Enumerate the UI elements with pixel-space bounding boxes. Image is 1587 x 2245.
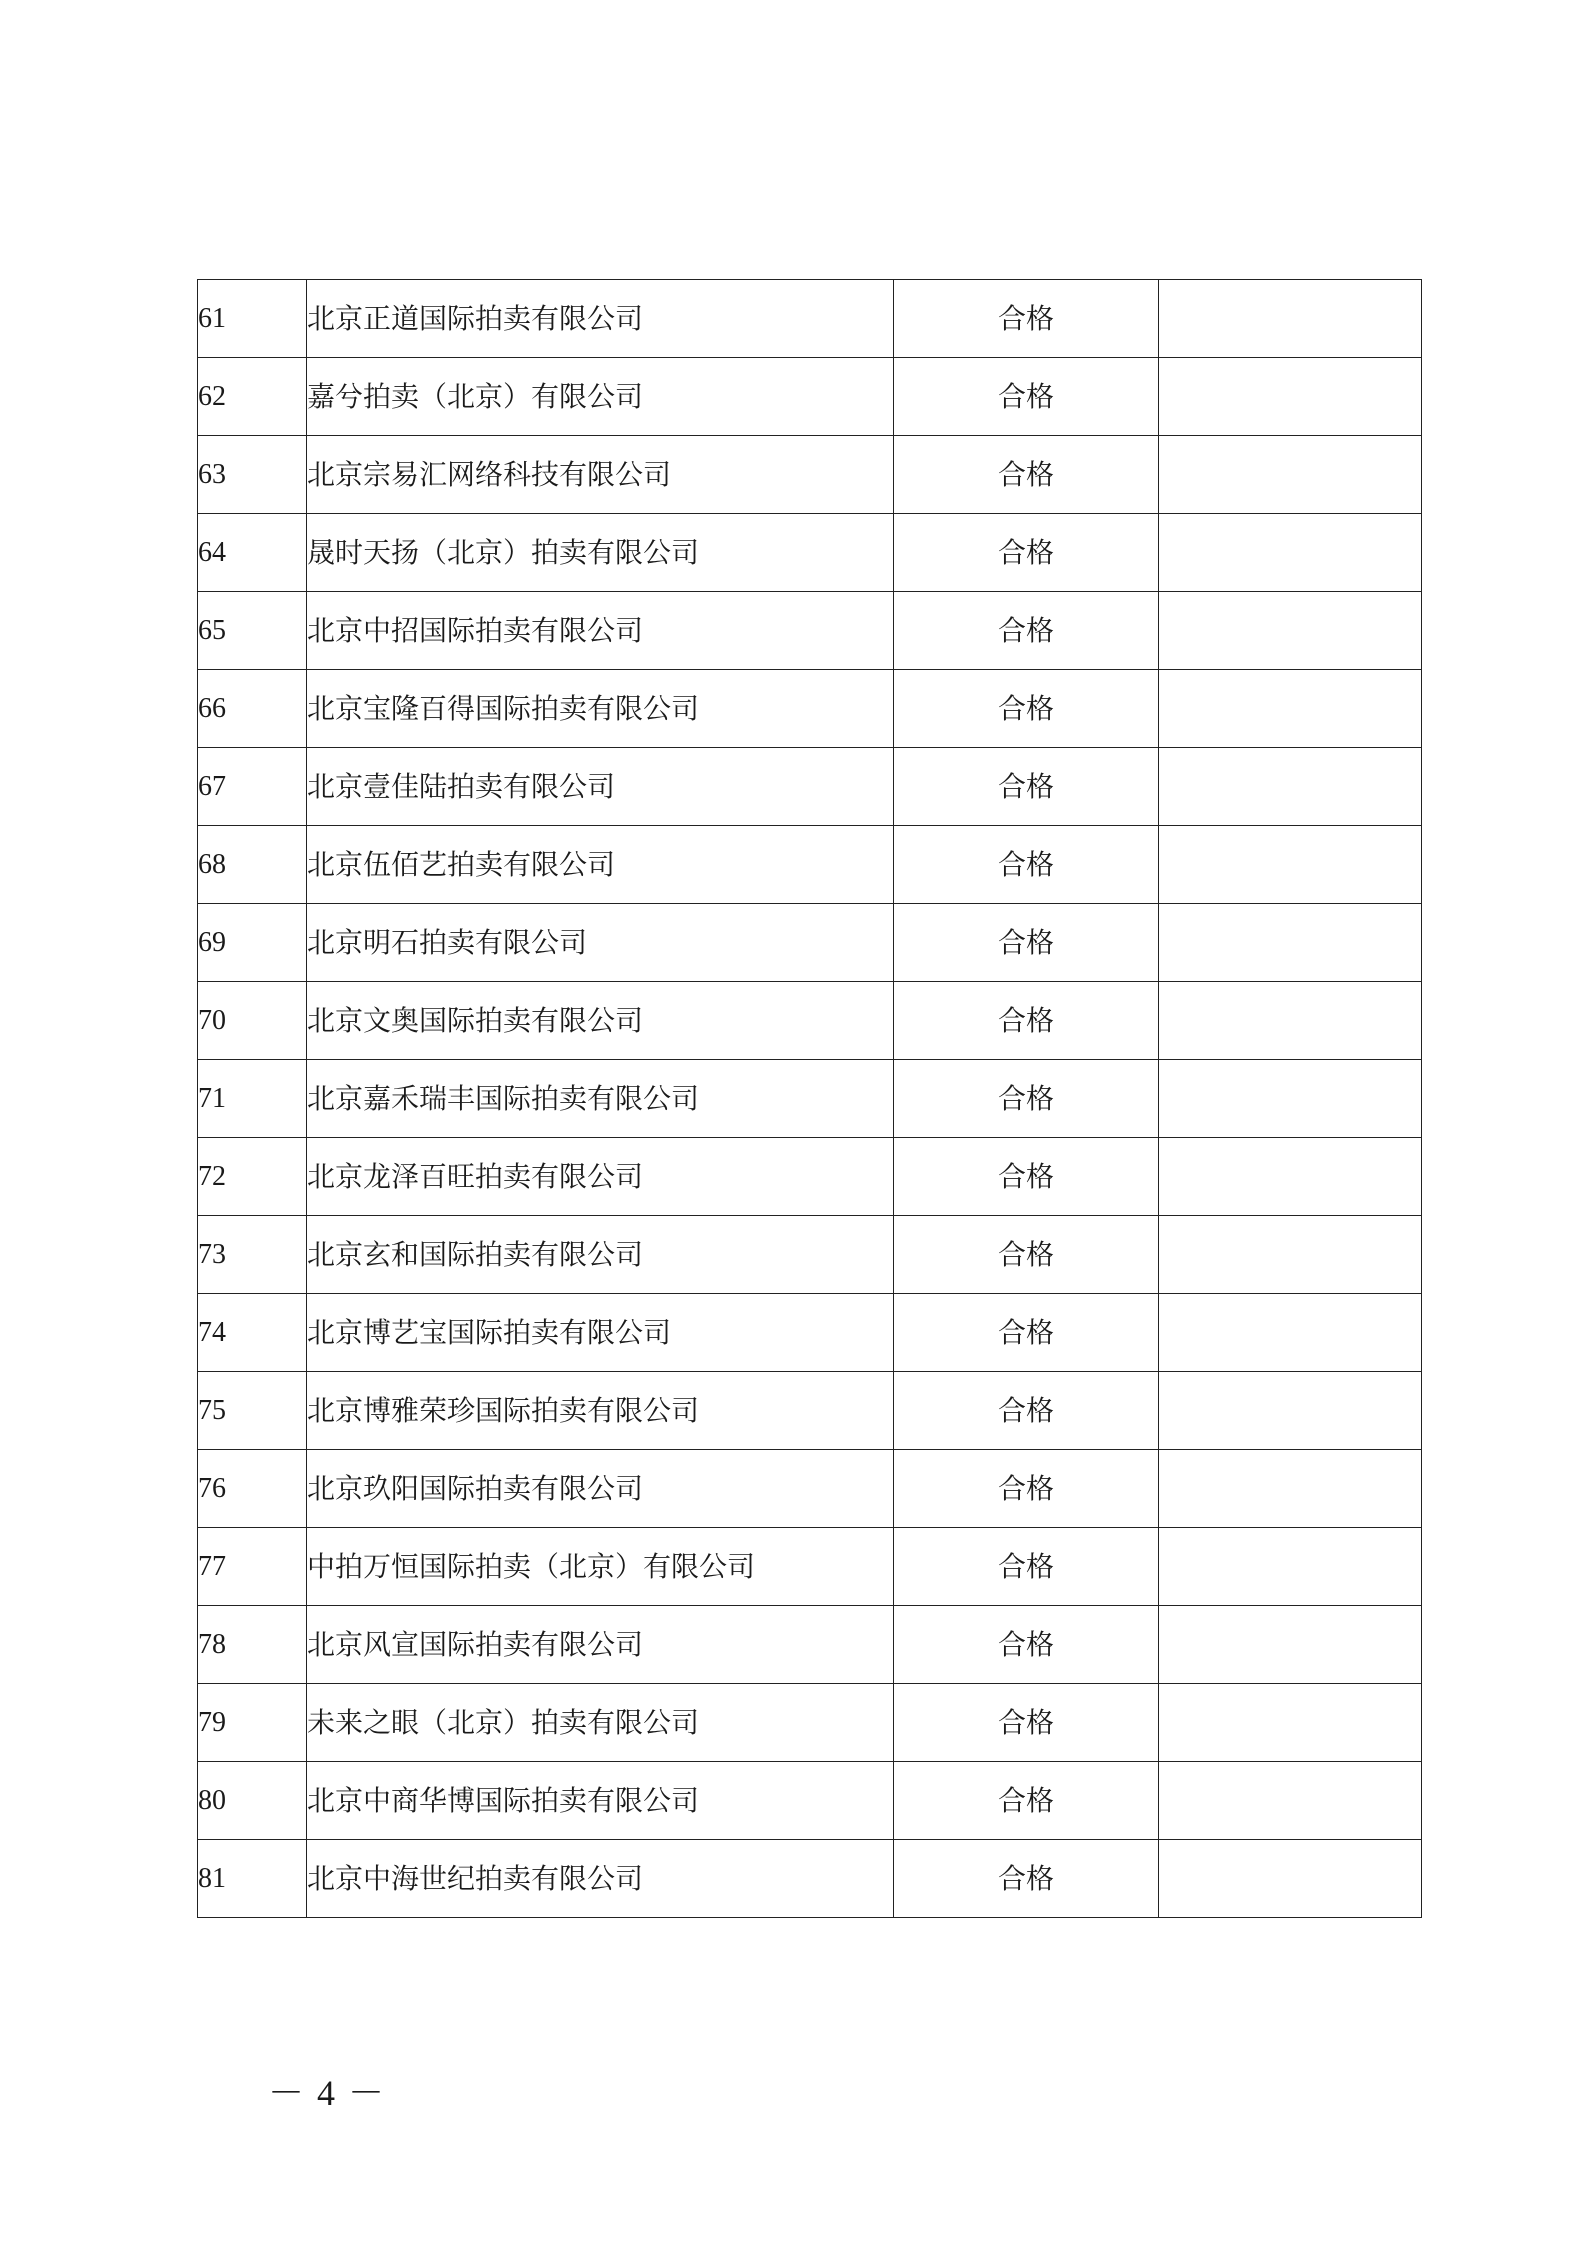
company-name: 北京玖阳国际拍卖有限公司	[307, 1450, 894, 1528]
table-row	[198, 514, 1422, 592]
table-row	[198, 904, 1422, 982]
remark-cell	[1159, 358, 1422, 436]
company-name: 北京伍佰艺拍卖有限公司	[307, 826, 894, 904]
company-name: 北京正道国际拍卖有限公司	[307, 280, 894, 358]
inspection-result: 合格	[894, 1606, 1159, 1684]
table-row	[198, 1372, 1422, 1450]
inspection-result: 合格	[894, 436, 1159, 514]
remark-cell	[1159, 826, 1422, 904]
remark-cell	[1159, 1528, 1422, 1606]
row-number: 78	[198, 1606, 307, 1684]
company-name: 中拍万恒国际拍卖（北京）有限公司	[307, 1528, 894, 1606]
inspection-result: 合格	[894, 1372, 1159, 1450]
inspection-result: 合格	[894, 748, 1159, 826]
remark-cell	[1159, 1216, 1422, 1294]
company-name: 北京风宣国际拍卖有限公司	[307, 1606, 894, 1684]
inspection-result: 合格	[894, 904, 1159, 982]
company-name: 北京中商华博国际拍卖有限公司	[307, 1762, 894, 1840]
table-row	[198, 1762, 1422, 1840]
row-number: 65	[198, 592, 307, 670]
row-number: 61	[198, 280, 307, 358]
inspection-result: 合格	[894, 1060, 1159, 1138]
table-row	[198, 748, 1422, 826]
company-name: 晟时天扬（北京）拍卖有限公司	[307, 514, 894, 592]
table-row	[198, 436, 1422, 514]
company-results-table	[197, 279, 1422, 1918]
remark-cell	[1159, 1450, 1422, 1528]
table-row	[198, 982, 1422, 1060]
table-row	[198, 1528, 1422, 1606]
table-row	[198, 1138, 1422, 1216]
row-number: 64	[198, 514, 307, 592]
row-number: 79	[198, 1684, 307, 1762]
row-number: 72	[198, 1138, 307, 1216]
row-number: 73	[198, 1216, 307, 1294]
inspection-result: 合格	[894, 1684, 1159, 1762]
table-row	[198, 1450, 1422, 1528]
inspection-result: 合格	[894, 1138, 1159, 1216]
inspection-result: 合格	[894, 1840, 1159, 1918]
company-name: 北京明石拍卖有限公司	[307, 904, 894, 982]
table-row	[198, 592, 1422, 670]
remark-cell	[1159, 1060, 1422, 1138]
company-name: 北京博艺宝国际拍卖有限公司	[307, 1294, 894, 1372]
company-name: 北京文奥国际拍卖有限公司	[307, 982, 894, 1060]
remark-cell	[1159, 436, 1422, 514]
table-row	[198, 1294, 1422, 1372]
remark-cell	[1159, 1684, 1422, 1762]
company-name: 北京龙泽百旺拍卖有限公司	[307, 1138, 894, 1216]
table-row	[198, 670, 1422, 748]
table-row	[198, 1606, 1422, 1684]
table-row	[198, 1840, 1422, 1918]
table-row	[198, 1684, 1422, 1762]
table-row	[198, 280, 1422, 358]
row-number: 69	[198, 904, 307, 982]
row-number: 63	[198, 436, 307, 514]
row-number: 76	[198, 1450, 307, 1528]
company-name: 嘉兮拍卖（北京）有限公司	[307, 358, 894, 436]
table-row	[198, 358, 1422, 436]
row-number: 80	[198, 1762, 307, 1840]
company-name: 北京玄和国际拍卖有限公司	[307, 1216, 894, 1294]
remark-cell	[1159, 1840, 1422, 1918]
inspection-result: 合格	[894, 1216, 1159, 1294]
remark-cell	[1159, 592, 1422, 670]
inspection-result: 合格	[894, 1294, 1159, 1372]
row-number: 77	[198, 1528, 307, 1606]
table-row	[198, 826, 1422, 904]
inspection-result: 合格	[894, 982, 1159, 1060]
company-name: 北京嘉禾瑞丰国际拍卖有限公司	[307, 1060, 894, 1138]
row-number: 74	[198, 1294, 307, 1372]
remark-cell	[1159, 748, 1422, 826]
inspection-result: 合格	[894, 358, 1159, 436]
inspection-result: 合格	[894, 1450, 1159, 1528]
inspection-result: 合格	[894, 592, 1159, 670]
company-name: 北京中海世纪拍卖有限公司	[307, 1840, 894, 1918]
inspection-result: 合格	[894, 1762, 1159, 1840]
table-row	[198, 1216, 1422, 1294]
remark-cell	[1159, 1294, 1422, 1372]
remark-cell	[1159, 670, 1422, 748]
inspection-result: 合格	[894, 514, 1159, 592]
row-number: 70	[198, 982, 307, 1060]
row-number: 75	[198, 1372, 307, 1450]
remark-cell	[1159, 982, 1422, 1060]
company-name: 北京中招国际拍卖有限公司	[307, 592, 894, 670]
company-name: 北京壹佳陆拍卖有限公司	[307, 748, 894, 826]
row-number: 67	[198, 748, 307, 826]
inspection-result: 合格	[894, 280, 1159, 358]
inspection-result: 合格	[894, 670, 1159, 748]
table-row	[198, 1060, 1422, 1138]
row-number: 62	[198, 358, 307, 436]
company-name: 北京宗易汇网络科技有限公司	[307, 436, 894, 514]
inspection-result: 合格	[894, 1528, 1159, 1606]
remark-cell	[1159, 514, 1422, 592]
company-name: 未来之眼（北京）拍卖有限公司	[307, 1684, 894, 1762]
remark-cell	[1159, 904, 1422, 982]
remark-cell	[1159, 280, 1422, 358]
row-number: 81	[198, 1840, 307, 1918]
remark-cell	[1159, 1606, 1422, 1684]
row-number: 66	[198, 670, 307, 748]
remark-cell	[1159, 1138, 1422, 1216]
row-number: 68	[198, 826, 307, 904]
inspection-result: 合格	[894, 826, 1159, 904]
remark-cell	[1159, 1762, 1422, 1840]
company-name: 北京宝隆百得国际拍卖有限公司	[307, 670, 894, 748]
company-name: 北京博雅荣珍国际拍卖有限公司	[307, 1372, 894, 1450]
remark-cell	[1159, 1372, 1422, 1450]
table-body	[198, 280, 1422, 1918]
row-number: 71	[198, 1060, 307, 1138]
page-number: － 4 －	[268, 2073, 387, 2113]
